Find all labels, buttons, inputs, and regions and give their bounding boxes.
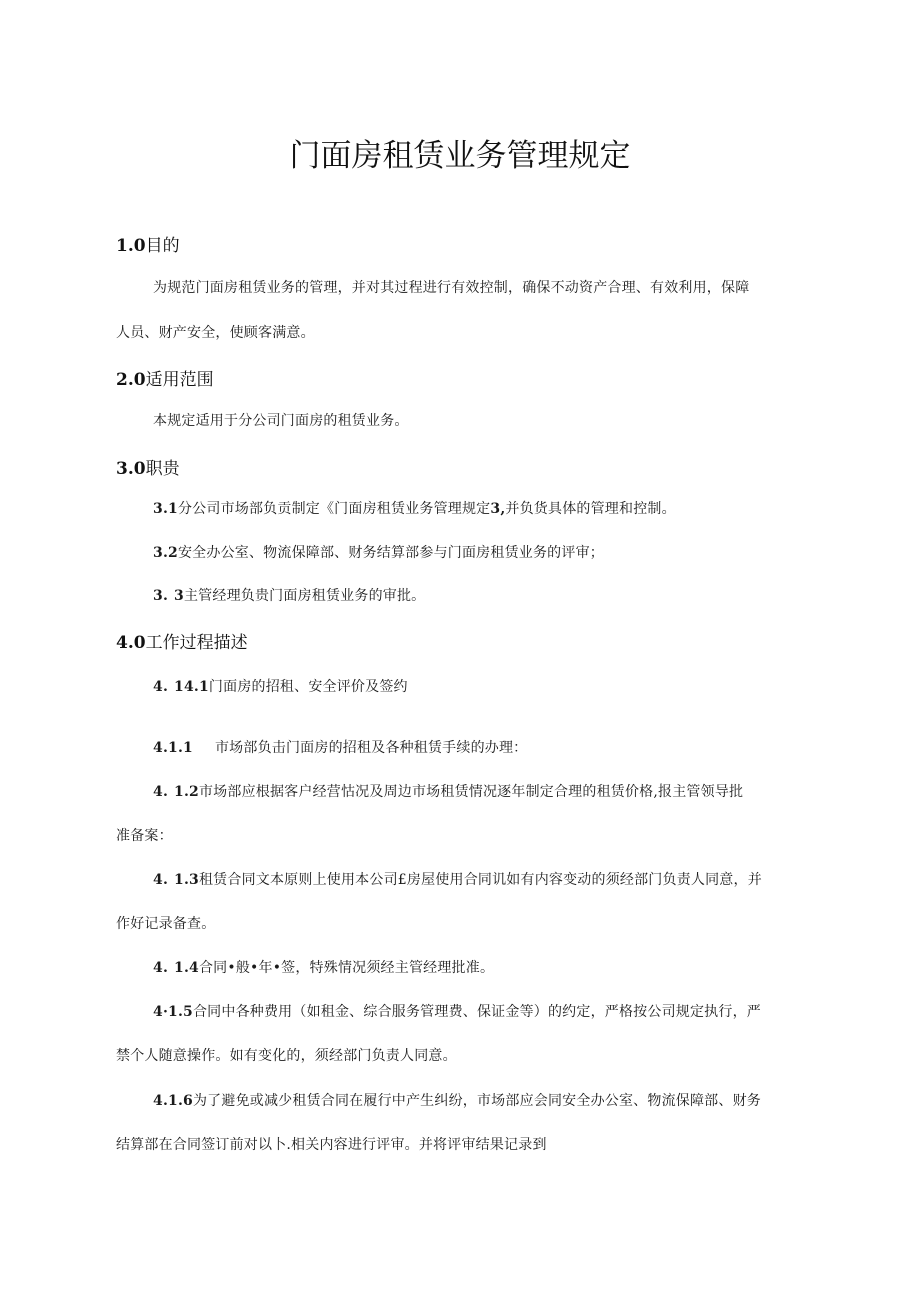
- list-item-4-1-5: [153, 1001, 761, 1021]
- section-number: 3.0: [116, 459, 146, 479]
- list-item-3-2: [153, 542, 604, 562]
- paragraph-line: 准备案：: [116, 828, 173, 844]
- section-heading-2: [116, 365, 214, 390]
- section-title: 目的: [145, 236, 180, 256]
- list-item-4-1-2: [153, 781, 743, 801]
- item-text: 分公司市场部负贡制定《门面房租赁业务管理规定: [177, 501, 491, 517]
- item-text: 为了避免或减少租赁合同在履行中产生纠纷，市场部应会同安全办公室、物流保障部、财务: [192, 1093, 761, 1109]
- section-title: 适用范围: [145, 370, 214, 390]
- list-item-4-1-3: [153, 869, 762, 889]
- paragraph-line: 结算部在合同签订前对以卜.相关内容进行评审。并将评审结果记录到: [116, 1137, 547, 1153]
- section-number: 1.0: [116, 236, 146, 256]
- item-number: 3,: [490, 501, 506, 517]
- item-text: 安全办公室、物流保障部、财务结算部参与门面房租赁业务的评审；: [177, 545, 604, 561]
- item-text: 市场部负击门面房的招租及各种租赁手续的办理：: [214, 740, 528, 756]
- item-number: 1.4: [174, 960, 199, 976]
- item-number: 4.1.6: [153, 1093, 193, 1109]
- section-heading-4: [116, 628, 248, 653]
- item-number: 3: [174, 588, 184, 604]
- document-title: 门面房租赁业务管理规定: [289, 138, 631, 174]
- item-number: 3.2: [153, 545, 178, 561]
- item-number: 14.1: [174, 679, 209, 695]
- item-number: 4·1.5: [153, 1004, 193, 1020]
- item-number: 4.: [153, 960, 169, 976]
- list-item-3-3: [153, 585, 425, 605]
- item-text: 并负货具体的管理和控制。: [505, 501, 676, 517]
- item-text: 合同•般•年•签，特殊情况须经主管经理批准。: [198, 960, 495, 976]
- section-number: 4.0: [116, 633, 146, 653]
- paragraph-line: 禁个人随意操作。如有变化的，须经部门负责人同意。: [116, 1048, 457, 1064]
- subsection-heading-4-1: [153, 676, 408, 696]
- paragraph-line: 作好记录备查。: [116, 916, 216, 932]
- list-item-3-1: [153, 498, 676, 518]
- paragraph-line: 为规范门面房租赁业务的管理，并对其过程进行有效控制，确保不动资产合理、有效利用，保障: [153, 280, 750, 296]
- list-item-4-1-6: [153, 1090, 761, 1110]
- list-item-4-1-1: [153, 737, 527, 757]
- list-item-4-1-4: [153, 957, 494, 977]
- item-text: 租赁合同文本原则上使用本公司£房屋使用合同讥如有内容变动的须经部门负责人同意，并: [198, 872, 762, 888]
- item-text: 合同中各种费用（如租金、综合服务管理费、保证金等）的约定，严格按公司规定执行，严: [192, 1004, 761, 1020]
- item-text: 市场部应根据客户经营怙况及周边市场租赁情况逐年制定合理的租赁价格,报主管领导批: [198, 784, 744, 800]
- item-number: 1.2: [174, 784, 199, 800]
- item-number: 4.1.1: [153, 740, 193, 756]
- section-heading-1: [116, 231, 180, 256]
- item-number: 3.1: [153, 501, 178, 517]
- item-text: 主管经理负贵门面房租赁业务的审批。: [183, 588, 426, 604]
- section-title: 职贵: [145, 459, 180, 479]
- section-title: 工作过程描述: [145, 633, 248, 653]
- section-number: 2.0: [116, 370, 146, 390]
- paragraph-line: 人员、财产安全，使顾客满意。: [116, 325, 315, 341]
- item-number: 3.: [153, 588, 169, 604]
- item-text: 门面房的招租、安全评价及签约: [208, 679, 408, 695]
- section-heading-3: [116, 454, 180, 479]
- item-number: 4.: [153, 784, 169, 800]
- item-number: 4.: [153, 679, 169, 695]
- item-number: 4.: [153, 872, 169, 888]
- item-number: 1.3: [174, 872, 199, 888]
- paragraph-line: 本规定适用于分公司门面房的租赁业务。: [153, 413, 409, 429]
